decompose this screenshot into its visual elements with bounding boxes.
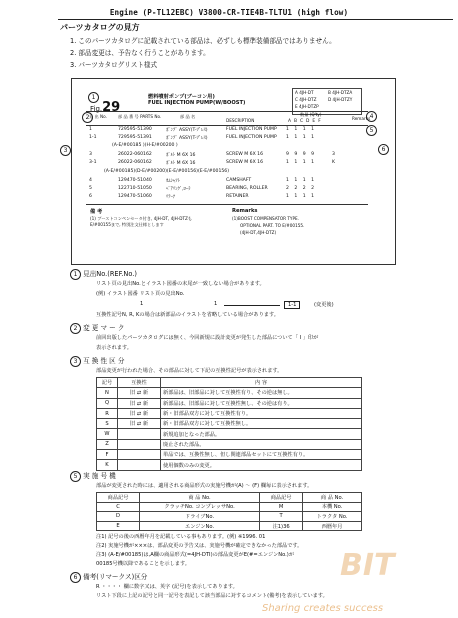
s3-title: 3 互 換 性 区 分 <box>70 355 124 367</box>
row-8-qty: 2 2 2 2 <box>286 186 317 191</box>
s6-line-2: リスト下段に上記の記号と同一記号を表記して該当部品に対するコメント(備考)を表示しています。 <box>96 593 328 599</box>
row-1-qty: 1 1 1 1 <box>286 127 317 132</box>
callout-3: 3 <box>60 137 71 156</box>
col-remarks-label: Remarks <box>352 116 371 121</box>
row-2-jp: ﾎﾟﾝﾌﾟ ASSY(T-ﾌﾟﾚｽ) <box>166 136 208 141</box>
remarks-label: Remarks <box>232 208 258 214</box>
row-2-qty: 1 1 1 1 <box>286 135 317 140</box>
s5-note-4: 00185号機以降であることを示します。 <box>96 561 190 567</box>
table-row: K 使用個数のみの変更。 <box>97 460 362 470</box>
watermark-logo: BIT <box>340 548 395 583</box>
row-6-part: (A-E/#00185)(D-E/#00200)(E-E/#00156)(E-E/#00156) <box>104 169 230 174</box>
row-7-part: 129470-51040 <box>118 178 152 183</box>
row-4-rm: 3 <box>332 152 335 157</box>
implementation-table <box>96 492 362 531</box>
table-row: C クラッチNo. コンプレッサNo. M 本機 No. <box>97 502 362 512</box>
row-7-en: CAMSHAFT <box>226 178 252 183</box>
list-bottom-rule <box>86 204 368 205</box>
table-header: 商品記号 商 品 No. 商品記号 商 品 No. <box>97 493 362 503</box>
row-4-en: SCREW M 6X 16 <box>226 152 264 157</box>
row-5-rm: K <box>332 160 336 165</box>
s5-note-1: 注1) 記号の後の西暦年月を記載している事もあります。(例) ※1996. 01 <box>96 534 266 540</box>
remarks-line-2: OPTIONAL PART. TO E/#00155. <box>240 223 305 228</box>
s6-line-1: R ・・・・ 欄に数字又は、英字 (記号)を表示してあります。 <box>96 584 238 590</box>
section-title: パーツカタログの見方 <box>60 23 140 32</box>
table-row: Q 旧 ⇄ 新 新部品は、旧部品に対して互換性無し、その逆は有り。 <box>97 398 362 408</box>
row-3-part: (A-E/#00185 )(H-E/#00200 ) <box>112 143 178 148</box>
table-row: N 旧 ⇄ 新 新部品は、旧部品に対して互換性有り、その逆は無し。 <box>97 388 362 398</box>
row-4-jp: ﾎﾞﾙﾄ M 6X 16 <box>166 153 196 158</box>
row-8-part: 122710-51050 <box>118 186 152 191</box>
s2-line-1: 前回出版したパーツカタログには無く、今回新規に設計変更が発生した部品について「 I 」印が <box>96 335 319 341</box>
row-9-ref: 6 <box>89 194 92 199</box>
col-desc-label: DESCRIPTION <box>226 118 255 123</box>
s2-title: 2 変 更 マ ー ク <box>70 322 124 334</box>
table-row: E エンジンNo. 注1)36 西暦年月 <box>97 521 362 531</box>
model-code-box: A 4JH-DT B 4JH-DTZA C 4JH-DTZ D 4JH-DTZY E 4JH-DTZP <box>292 88 362 115</box>
row-9-qty: 1 1 1 1 <box>286 194 317 199</box>
intro-line-2: 2. 部品変更は、予告なく行うことがあります。 <box>70 49 210 57</box>
s1-arrow <box>224 305 280 306</box>
callout-6: 6 <box>378 136 389 155</box>
intro-line-1: 1. このパーツカタログに記載されている部品は、必ずしも標準装備部品ではありません。 <box>70 37 336 45</box>
s6-title: 6 備考(リマークス)区分 <box>70 571 147 583</box>
row-8-ref: 5 <box>89 186 92 191</box>
s1-line-1: リスト頁の見出No.とイラスト図番の末尾が一致しない場合があります。 <box>96 281 265 287</box>
col-name-label: 部 品 名 <box>180 114 196 119</box>
table-row: R 旧 ⇄ 新 新・旧部品双方に対して互換性有り。 <box>97 408 362 418</box>
figure-number: Fig.29 <box>90 100 121 115</box>
callout-2: 2 <box>82 104 93 123</box>
compatibility-table <box>96 377 362 471</box>
row-2-ref: 1-1 <box>89 135 97 140</box>
table-row: W 新規追加となった部品。 <box>97 429 362 439</box>
row-1-part: 729595-51390 <box>118 127 152 132</box>
row-7-ref: 4 <box>89 178 92 183</box>
row-5-part: 26022-060162 <box>118 160 152 165</box>
callout-5: 5 <box>366 117 377 136</box>
col-qty-label: 数量 (Q'ty) <box>300 112 322 117</box>
row-8-jp: ﾍﾞｱﾘﾝｸﾞ,ﾛｰﾗ <box>166 187 191 192</box>
s3-line-1: 部品変更が行われた場合、その部品に対して下記の互換性記号が表示されます。 <box>96 368 283 374</box>
row-5-qty: 1 1 1 1 <box>286 160 317 165</box>
s5-note-2: 注2) 実施号機が×××は、部品変更の予告又は、実施号機が確定できなかった部品です。 <box>96 543 303 549</box>
s1-example-3: 1-1 <box>284 301 300 309</box>
figure-title-en: FUEL INJECTION PUMP(W/BOOST) <box>148 100 246 106</box>
table-row: D ドライブNo. T トラクタ No. <box>97 512 362 522</box>
row-1-en: FUEL INJECTION PUMP <box>226 127 277 132</box>
row-4-part: 26022-060162 <box>118 152 152 157</box>
row-9-en: RETAINER <box>226 194 249 199</box>
bikou-text: (1) ブーストコンペンセータ付き, 4JH-DT, 4JH-DTZも E/#00155まで, 特別注文仕様とします <box>90 216 193 227</box>
col-parts-label: 部 品 番 号 PARTS No. <box>118 114 162 119</box>
row-2-part: 729595-51391 <box>118 135 152 140</box>
s5-title: 5 実 施 号 機 <box>70 470 116 482</box>
s5-line-1: 部品が変更された時には、適用される商品形式の実施号機が(A) ～ (F) 欄毎に表示されます。 <box>96 483 313 489</box>
row-9-jp: ﾘﾃｰﾅ <box>166 195 176 200</box>
table-header: 記号 互換性 内 容 <box>97 378 362 388</box>
table-row: F 単品では、互換性無し、但し関連部品セットにて互換性有り。 <box>97 450 362 460</box>
s1-example-4: (変更後) <box>314 302 334 308</box>
row-4-qty: 9 9 9 9 <box>286 152 317 157</box>
callout-4: 4 <box>366 103 377 122</box>
callout-1: 1 <box>88 84 99 103</box>
row-9-part: 129470-51060 <box>118 194 152 199</box>
s1-line-4: 互換性記号N, R, Kの場合は新部品のイラストを省略している場合があります。 <box>96 312 279 318</box>
row-5-jp: ﾎﾞﾙﾄ M 6X 16 <box>166 161 196 166</box>
header-rule <box>58 19 453 20</box>
list-header-rule <box>86 111 368 112</box>
s1-example-2: 1 <box>214 301 218 307</box>
s2-line-2: 表示されます。 <box>96 345 132 351</box>
table-row: Z 廃止された部品。 <box>97 439 362 449</box>
watermark-text: Sharing creates success <box>262 603 384 614</box>
row-4-ref: 3 <box>89 152 92 157</box>
intro-line-3: 3. パーツカタログリスト様式 <box>70 61 158 69</box>
remarks-line-3: (4JH-DT,4JH-DTZ) <box>240 230 277 235</box>
col-ref-label: 見 出 No. <box>89 114 107 119</box>
row-5-en: SCREW M 6X 16 <box>226 160 264 165</box>
bikou-label: 備 考 <box>90 209 103 215</box>
row-7-qty: 1 1 1 1 <box>286 178 317 183</box>
row-1-jp: ﾎﾟﾝﾌﾟ ASSY(T-ﾌﾟﾚｽ) <box>166 128 208 133</box>
list-header-rule-2 <box>86 125 368 126</box>
s1-example-1: 1 <box>140 301 144 307</box>
row-5-ref: 3-1 <box>89 160 97 165</box>
row-8-en: BEARING, ROLLER <box>226 186 268 191</box>
page-header: Engine (P-TL12EBC) V3800-CR-TIE4B-TLTU1 (high flow) <box>109 8 349 17</box>
row-1-ref: 1 <box>89 127 92 132</box>
s1-line-2: (例) イラスト図番 リスト頁の見出No. <box>96 291 185 297</box>
figure-title-jp: 燃料噴射ポンプ(ブーコン用) <box>148 94 215 100</box>
row-7-jp: ｶﾑｼｬﾌﾄ <box>166 179 180 184</box>
table-row: S 旧 ⇄ 新 新・旧部品双方に対して互換性無し。 <box>97 419 362 429</box>
row-2-en: FUEL INJECTION PUMP <box>226 135 277 140</box>
qty-letters: ABCDEF <box>288 119 324 124</box>
s5-note-3: 注3) (A-E/#00185)は,A欄の商品形式(=4JH-DTI)の部品変更がE(#=エンジンNo.)が <box>96 552 295 558</box>
s1-title: 1 見出No.(REF.No.) <box>70 268 137 280</box>
remarks-line-1: (1)BOOST COMPENSATOR TYPE. <box>232 216 299 221</box>
